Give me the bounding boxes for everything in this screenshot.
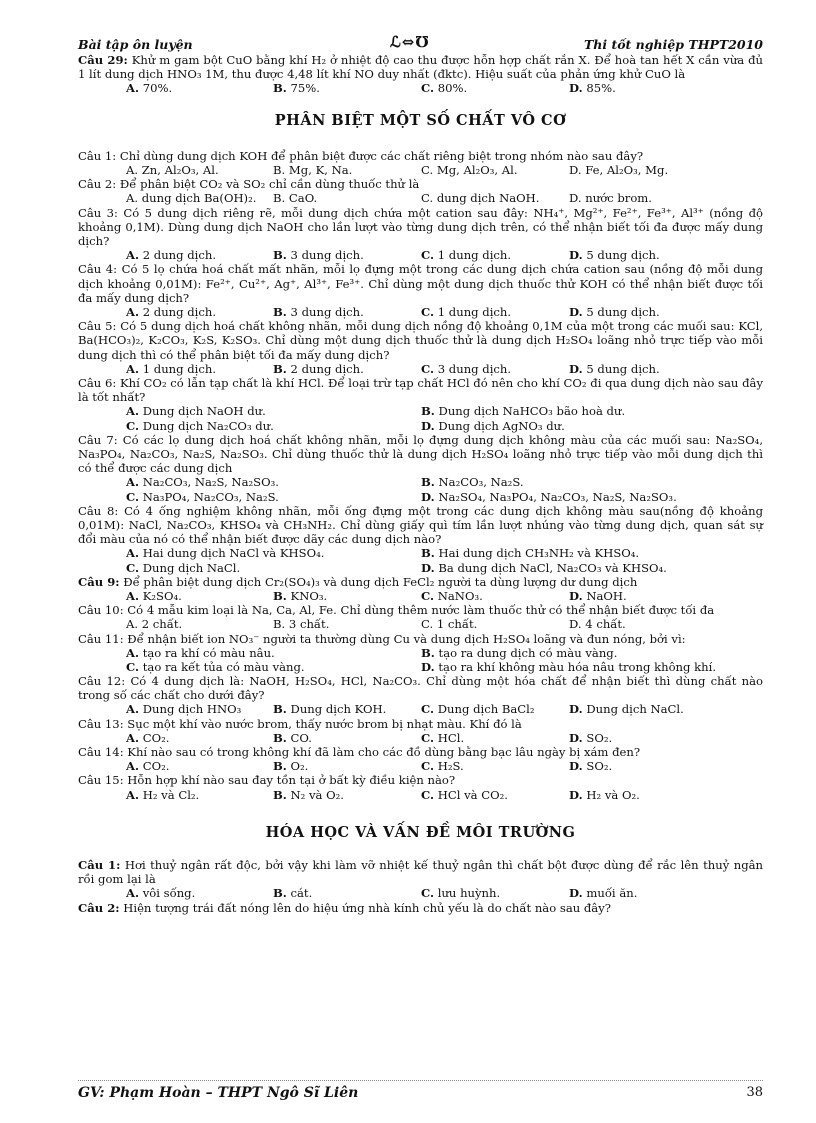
option-a[interactable]: A. 1 dung dịch. — [126, 361, 217, 376]
option-b[interactable]: B. 3 chất. — [273, 617, 330, 632]
question-3: Câu 3: Có 5 dung dịch riêng rẽ, mỗi dung dịch chứa một cation sau đây: NH₄⁺, Mg²⁺, Fe²⁺, Fe³⁺, Al³⁺ (nồng độ khoảng 0,1M). Dùng dung dịch NaOH cho lần lượt vào từng dung dịch trên, có thể nhận biết tối đa được mấy dung dịch? A. 2 dung dịch. B. 3 dung dịch. C. 1 dung dịch. D. 5 dung dịch. — [78, 205, 764, 263]
option-d[interactable]: D. SO₂. — [569, 730, 613, 745]
question-4: Câu 4: Có 5 lọ chứa hoá chất mất nhãn, mỗi lọ đựng một trong các dung dịch chứa cation sau (nồng độ mỗi dung dịch khoảng 0,01M): Fe²⁺, Cu²⁺, Ag⁺, Al³⁺, Fe³⁺. Chỉ dùng một dung dịch thuốc thử KOH có thể nhận biết được tối đa mấy dung dịch? A. 2 dung dịch. B. 3 dung dịch. C. 1 dung dịch. D. 5 dung dịch. — [78, 262, 764, 319]
question-stem: Khí nào sau có trong không khí đã làm cho các đồ dùng bằng bạc lâu ngày bị xám đen? — [127, 745, 641, 760]
question-9: Câu 9: Để phân biệt dung dịch Cr₂(SO₄)₃ và dung dịch FeCl₂ người ta dùng lượng dư dung dịch A. K₂SO₄. B. KNO₃. C. NaNO₃. D. NaOH. — [78, 575, 763, 603]
option-a[interactable]: A. 2 dung dịch. — [126, 248, 217, 263]
header-left: Bài tập ôn luyện — [78, 37, 193, 52]
option-d[interactable]: D. H₂ và O₂. — [569, 787, 640, 802]
question-14: Câu 14: Khí nào sau có trong không khí đã làm cho các đồ dùng bằng bạc lâu ngày bị xám đen? A. CO₂. B. O₂. C. H₂S. D. SO₂. — [78, 745, 763, 773]
page-footer — [78, 1086, 763, 1102]
page-header — [78, 33, 763, 53]
option-c[interactable]: C. NaNO₃. — [421, 588, 483, 603]
answer-options — [78, 81, 763, 95]
option-c[interactable]: C. H₂S. — [421, 759, 464, 774]
answer-options — [78, 248, 763, 262]
question-stem: Để nhận biết ion NO₃⁻ người ta thường dùng Cu và dung dịch H₂SO₄ loãng và đun nóng, bởi vì: — [127, 631, 686, 646]
question-15: Câu 15: Hỗn hợp khí nào sau đay tồn tại ở bất kỳ điều kiện nào? A. H₂ và Cl₂. B. N₂ và O₂. C. HCl và CO₂. D. H₂ và O₂. — [78, 773, 763, 801]
page-number: 38 — [746, 1085, 763, 1100]
question-stem: Có 5 dung dịch riêng rẽ, mỗi dung dịch chứa một cation sau đây: NH₄⁺, Mg²⁺, Fe²⁺, Fe³⁺, Al³⁺ (nồng độ khoảng 0,1M). Dùng dung dịch NaOH cho lần lượt vào từng dung dịch trên, có thể nhận biết tối đa được mấy dung dịch? — [78, 205, 764, 248]
option-a[interactable]: A. vôi sống. — [126, 886, 196, 901]
footer-divider — [78, 1080, 763, 1081]
page — [78, 33, 764, 915]
option-c[interactable]: C. HCl và CO₂. — [421, 787, 508, 802]
option-d[interactable]: D. Dung dịch NaCl. — [569, 702, 684, 717]
option-d[interactable]: D. 5 dung dịch. — [569, 361, 660, 376]
option-a[interactable]: A. dung dịch Ba(OH)₂. — [126, 191, 257, 206]
option-b[interactable]: B. Dung dịch NaHCO₃ bão hoà dư. — [421, 404, 626, 419]
answer-options — [78, 362, 763, 376]
option-c[interactable]: C. Na₃PO₄, Na₂CO₃, Na₂S. — [126, 489, 279, 504]
answer-options — [78, 191, 763, 205]
header-right: Thi tốt nghiệp THPT2010 — [583, 37, 763, 52]
option-a[interactable]: A. tạo ra khí có màu nâu. — [126, 645, 275, 660]
answer-options — [78, 305, 763, 319]
option-c[interactable]: C. tạo ra kết tủa có màu vàng. — [126, 659, 305, 674]
option-a[interactable]: A. K₂SO₄. — [126, 588, 182, 603]
question-stem: Hiện tượng trái đất nóng lên do hiệu ứng nhà kính chủ yếu là do chất nào sau đây? — [123, 900, 611, 915]
option-a[interactable]: A. 70%. — [126, 81, 173, 96]
header-ornament: ℒ⇔℧ — [390, 33, 430, 51]
option-a[interactable]: A. Dung dịch NaOH dư. — [126, 404, 266, 419]
question-stem: Có các lọ dung dịch hoá chất không nhãn, mỗi lọ đựng dung dịch không màu của các muối sau: Na₂SO₄, Na₃PO₄, Na₂CO₃, Na₂S, Na₂SO₃. Chỉ dùng thuốc thử là dung dịch H₂SO₄ loãng nhỏ trực tiếp vào mỗi dung dịch thì có thể được các dung dịch — [78, 432, 764, 476]
question-stem: Có 4 ống nghiệm không nhãn, mỗi ống đựng một trong các dung dịch không màu sau(nồng độ khoảng 0,01M): NaCl, Na₂CO₃, KHSO₄ và CH₃NH₂. Chỉ dùng giấy quì tím lần lượt nhúng vào từng dung dịch, quan sát sự đổi màu của nó có thể nhận biết được dãy các dung dịch nào? — [78, 503, 763, 547]
question-stem: Có 5 lọ chứa hoá chất mất nhãn, mỗi lọ đựng một trong các dung dịch chứa cation sau (nồng độ mỗi dung dịch khoảng 0,01M): Fe²⁺, Cu²⁺, Ag⁺, Al³⁺, Fe³⁺. Chỉ dùng một dung dịch thuốc thử KOH có thể nhận biết được tối đa mấy dung dịch? — [78, 262, 764, 305]
option-c[interactable]: C. 1 dung dịch. — [421, 248, 512, 263]
question-stem: Khí CO₂ có lẫn tạp chất là khí HCl. Để loại trừ tạp chất HCl đó nên cho khí CO₂ đi qua dung dịch nào sau đây là tốt nhất? — [78, 375, 764, 405]
section-title: HÓA HỌC VÀ VẤN ĐỀ MÔI TRƯỜNG — [265, 823, 576, 841]
option-d[interactable]: D. NaOH. — [569, 588, 627, 603]
question-12: Câu 12: Có 4 dung dịch là: NaOH, H₂SO₄, HCl, Na₂CO₃. Chỉ dùng một hóa chất để nhận biết thì dùng chất nào trong số các chất cho dưới đây? A. Dung dịch HNO₃ B. Dung dịch KOH. C. Dung dịch BaCl₂ D. Dung dịch NaCl. — [78, 674, 763, 717]
question-6: Câu 6: Khí CO₂ có lẫn tạp chất là khí HCl. Để loại trừ tạp chất HCl đó nên cho khí CO₂ đi qua dung dịch nào sau đây là tốt nhất? A. Dung dịch NaOH dư. B. Dung dịch NaHCO₃ bão hoà dư. C. Dung dịch Na₂CO₃ dư. D. Dung dịch AgNO₃ dư. — [78, 375, 764, 433]
option-d[interactable]: D. SO₂. — [569, 759, 613, 774]
option-a[interactable]: A. Hai dung dịch NaCl và KHSO₄. — [126, 546, 325, 561]
question-stem: Có 4 mẫu kim loại là Na, Ca, Al, Fe. Chỉ dùng thêm nước làm thuốc thử có thể nhận biết được tối đa — [127, 603, 715, 618]
option-c[interactable]: C. 3 dung dịch. — [421, 361, 512, 376]
question-stem: Có 5 dung dịch hoá chất không nhãn, mỗi dung dịch nồng độ khoảng 0,1M của một trong các muối sau: KCl, Ba(HCO₃)₂, K₂CO₃, K₂S, K₂SO₃. Chỉ dùng một dung dịch thuốc thử là dung dịch H₂SO₄ loãng nhỏ trực tiếp vào mỗi dung dịch thì có thể phân biệt tối đa mấy dung dịch? — [78, 319, 764, 362]
answer-options — [78, 731, 763, 745]
option-b[interactable]: B. cát. — [273, 886, 313, 901]
answer-options — [78, 163, 763, 177]
question-label: Câu 29: — [78, 53, 128, 67]
option-a[interactable]: A. 2 chất. — [126, 617, 183, 632]
option-d[interactable]: D. 85%. — [569, 81, 616, 96]
answer-options — [78, 759, 763, 773]
option-d[interactable]: D. tạo ra khí không màu hóa nâu trong không khí. — [421, 659, 717, 674]
answer-options — [78, 589, 763, 603]
answer-options — [78, 404, 763, 418]
option-b[interactable]: B. CaO. — [273, 191, 318, 206]
question-10: Câu 10: Có 4 mẫu kim loại là Na, Ca, Al, Fe. Chỉ dùng thêm nước làm thuốc thử có thể nhận biết được tối đa A. 2 chất. B. 3 chất. C. 1 chất. D. 4 chất. — [78, 603, 763, 631]
question-stem: Hỗn hợp khí nào sau đay tồn tại ở bất kỳ điều kiện nào? — [127, 773, 456, 788]
option-d[interactable]: D. Dung dịch AgNO₃ dư. — [421, 418, 565, 433]
option-c[interactable]: C. HCl. — [421, 730, 465, 745]
question-stem: Chỉ dùng dung dịch KOH để phân biệt được các chất riêng biệt trong nhóm nào sau đây? — [119, 148, 644, 163]
option-d[interactable]: D. Fe, Al₂O₃, Mg. — [569, 163, 669, 177]
question-5: Câu 5: Có 5 dung dịch hoá chất không nhãn, mỗi dung dịch nồng độ khoảng 0,1M của một trong các muối sau: KCl, Ba(HCO₃)₂, K₂CO₃, K₂S, K₂SO₃. Chỉ dùng một dung dịch thuốc thử là dung dịch H₂SO₄ loãng nhỏ trực tiếp vào mỗi dung dịch thì có thể phân biệt tối đa mấy dung dịch? A. 1 dung dịch. B. 2 dung dịch. C. 3 dung dịch. D. 5 dung dịch. — [78, 319, 764, 376]
option-b[interactable]: B. tạo ra dung dịch có màu vàng. — [421, 645, 618, 660]
answer-options — [78, 886, 763, 900]
option-c[interactable]: C. lưu huỳnh. — [421, 886, 501, 901]
option-c[interactable]: C. 1 chất. — [421, 617, 478, 632]
footer-author: GV: Phạm Hoàn – THPT Ngô Sĩ Liên — [78, 1085, 359, 1101]
question-stem: Để phân biệt CO₂ và SO₂ chỉ cần dùng thuốc thử là — [119, 177, 420, 192]
answer-options — [78, 788, 763, 802]
option-d[interactable]: D. Na₂SO₄, Na₃PO₄, Na₂CO₃, Na₂S, Na₂SO₃. — [421, 489, 677, 504]
option-b[interactable]: B. 75%. — [273, 81, 320, 96]
answer-options — [78, 617, 763, 631]
option-b[interactable]: B. KNO₃. — [273, 588, 328, 603]
option-a[interactable]: A. CO₂. — [126, 759, 170, 774]
option-d[interactable]: D. 5 dung dịch. — [569, 248, 660, 263]
option-b[interactable]: B. O₂. — [273, 759, 309, 774]
option-c[interactable]: C. 1 dung dịch. — [421, 304, 512, 319]
option-d[interactable]: D. nước brom. — [569, 191, 652, 206]
option-d[interactable]: D. 4 chất. — [569, 617, 626, 632]
option-c[interactable]: C. Mg, Al₂O₃, Al. — [421, 163, 518, 177]
question-7: Câu 7: Có các lọ dung dịch hoá chất không nhãn, mỗi lọ đựng dung dịch không màu của các muối sau: Na₂SO₄, Na₃PO₄, Na₂CO₃, Na₂S, Na₂SO₃. Chỉ dùng thuốc thử là dung dịch H₂SO₄ loãng nhỏ trực tiếp vào mỗi dung dịch thì có thể được các dung dịch A. Na₂CO₃, Na₂S, Na₂SO₃. B. Na₂CO₃, Na₂S. C. Na₃PO₄, Na₂CO₃, Na₂S. D. Na₂SO₄, Na₃PO₄, Na₂CO₃, Na₂S, Na₂SO₃. — [78, 432, 764, 504]
question-stem: Có 4 dung dịch là: NaOH, H₂SO₄, HCl, Na₂CO₃. Chỉ dùng một hóa chất để nhận biết thì dùng chất nào trong số các chất cho dưới đây? — [78, 674, 763, 703]
option-b[interactable]: B. N₂ và O₂. — [273, 787, 344, 802]
question-8: Câu 8: Có 4 ống nghiệm không nhãn, mỗi ống đựng một trong các dung dịch không màu sau(nồng độ khoảng 0,01M): NaCl, Na₂CO₃, KHSO₄ và CH₃NH₂. Chỉ dùng giấy quì tím lần lượt nhúng vào từng dung dịch, quan sát sự đổi màu của nó có thể nhận biết được dãy các dung dịch nào? A. Hai dung dịch NaCl và KHSO₄. B. Hai dung dịch CH₃NH₂ và KHSO₄. C. Dung dịch NaCl. D. Ba dung dịch NaCl, Na₂CO₃ và KHSO₄. — [78, 503, 763, 575]
option-b[interactable]: B. Mg, K, Na. — [273, 163, 353, 177]
question-stem: Hơi thuỷ ngân rất độc, bởi vậy khi làm vỡ nhiệt kế thuỷ ngân thì chất bột được dùng để rắc lên thuỷ ngân rồi gom lại là — [78, 858, 764, 887]
env-question-1: Câu 1: Hơi thuỷ ngân rất độc, bởi vậy khi làm vỡ nhiệt kế thuỷ ngân thì chất bột được dùng để rắc lên thuỷ ngân rồi gom lại là A. vôi sống. B. cát. C. lưu huỳnh. D. muối ăn. — [78, 858, 764, 901]
section-title: PHÂN BIỆT MỘT SỐ CHẤT VÔ CƠ — [274, 111, 567, 129]
question-2: Câu 2: Để phân biệt CO₂ và SO₂ chỉ cần dùng thuốc thử là A. dung dịch Ba(OH)₂. B. CaO. C. dung dịch NaOH. D. nước brom. — [78, 177, 763, 205]
answer-options — [78, 646, 763, 660]
option-a[interactable]: A. 2 dung dịch. — [126, 304, 217, 319]
env-question-2: Câu 2: Hiện tượng trái đất nóng lên do hiệu ứng nhà kính chủ yếu là do chất nào sau đây? — [78, 900, 611, 915]
option-c[interactable]: C. dung dịch NaOH. — [421, 191, 540, 206]
option-d[interactable]: D. muối ăn. — [569, 886, 638, 901]
option-b[interactable]: B. 3 dung dịch. — [273, 304, 364, 319]
option-c[interactable]: C. Dung dịch NaCl. — [126, 560, 241, 575]
option-c[interactable]: C. Dung dịch Na₂CO₃ dư. — [126, 418, 274, 433]
option-b[interactable]: B. Na₂CO₃, Na₂S. — [421, 475, 524, 490]
question-11: Câu 11: Để nhận biết ion NO₃⁻ người ta thường dùng Cu và dung dịch H₂SO₄ loãng và đun nóng, bởi vì: A. tạo ra khí có màu nâu. B. tạo ra dung dịch có màu vàng. C. tạo ra kết tủa có màu vàng. D. tạo ra khí không màu hóa nâu trong không khí. — [78, 632, 763, 675]
option-b[interactable]: B. 3 dung dịch. — [273, 248, 364, 263]
option-a[interactable]: A. CO₂. — [126, 730, 170, 745]
question-1: Câu 1: Chỉ dùng dung dịch KOH để phân biệt được các chất riêng biệt trong nhóm nào sau đây? A. Zn, Al₂O₃, Al. B. Mg, K, Na. C. Mg, Al₂O₃, Al. D. Fe, Al₂O₃, Mg. — [78, 149, 763, 177]
option-b[interactable]: B. CO. — [273, 730, 312, 745]
question-stem: Sục một khí vào nước brom, thấy nước brom bị nhạt màu. Khí đó là — [127, 716, 522, 731]
option-c[interactable]: C. Dung dịch BaCl₂ — [421, 702, 535, 717]
option-d[interactable]: D. 5 dung dịch. — [569, 304, 660, 319]
option-b[interactable]: B. 2 dung dịch. — [273, 361, 364, 376]
question-stem: Để phân biệt dung dịch Cr₂(SO₄)₃ và dung dịch FeCl₂ người ta dùng lượng dư dung dịch — [123, 574, 638, 589]
option-a[interactable]: A. Na₂CO₃, Na₂S, Na₂SO₃. — [126, 475, 279, 490]
answer-options — [78, 475, 763, 489]
question-13: Câu 13: Sục một khí vào nước brom, thấy nước brom bị nhạt màu. Khí đó là A. CO₂. B. CO. C. HCl. D. SO₂. — [78, 717, 763, 745]
option-b[interactable]: B. Dung dịch KOH. — [273, 702, 387, 717]
option-a[interactable]: A. Dung dịch HNO₃ — [126, 702, 242, 717]
option-a[interactable]: A. Zn, Al₂O₃, Al. — [126, 163, 219, 177]
option-a[interactable]: A. H₂ và Cl₂. — [126, 787, 200, 802]
option-c[interactable]: C. 80%. — [421, 81, 468, 96]
option-d[interactable]: D. Ba dung dịch NaCl, Na₂CO₃ và KHSO₄. — [421, 560, 667, 575]
answer-options — [78, 546, 763, 560]
question-stem: Khử m gam bột CuO bằng khí H₂ ở nhiệt độ cao thu được hỗn hợp chất rắn X. Để hoà tan hết X cần vừa đủ 1 lít dung dịch HNO₃ 1M, thu được 4,48 lít khí NO duy nhất (đktc). Hiệu suất của phản ứng khử CuO là — [78, 53, 764, 82]
option-b[interactable]: B. Hai dung dịch CH₃NH₂ và KHSO₄. — [421, 546, 640, 561]
question-29 — [78, 53, 763, 96]
answer-options — [78, 702, 763, 716]
